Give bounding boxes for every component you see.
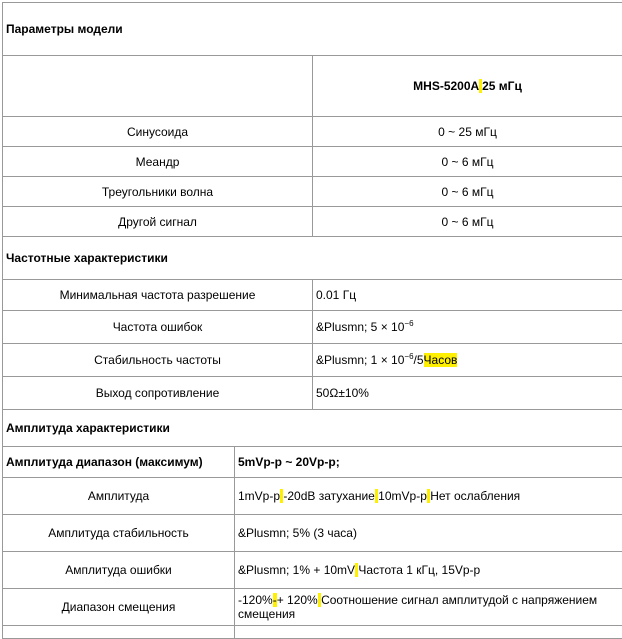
section-title-frequency: Частотные характеристики bbox=[3, 237, 622, 280]
value-text: &Plusmn; 1% + 10mV bbox=[238, 563, 355, 577]
amp-row-label: Амплитуда стабильность bbox=[3, 515, 235, 552]
freq-row-label: Стабильность частоты bbox=[3, 344, 313, 377]
amp-row-value bbox=[235, 589, 622, 626]
model-row-label: Синусоида bbox=[3, 117, 313, 147]
freq-row-value: 50Ω±10% bbox=[313, 377, 622, 410]
spec-table bbox=[2, 2, 622, 639]
value-text: Частота 1 кГц, 15Vp-p bbox=[358, 563, 480, 577]
freq-row-value bbox=[313, 311, 622, 344]
model-row-value: 0 ~ 25 мГц bbox=[313, 117, 622, 147]
value-text: &Plusmn; 5 × 10 bbox=[316, 320, 404, 334]
section-title-model: Параметры модели bbox=[3, 3, 622, 56]
header-model-cell bbox=[313, 56, 622, 117]
freq-row-label: Минимальная частота разрешение bbox=[3, 280, 313, 311]
freq-row-value: 0.01 Гц bbox=[313, 280, 622, 311]
highlighted-text: Часов bbox=[424, 353, 458, 367]
value-text: + 120% bbox=[277, 593, 318, 607]
value-text: Соотношение сигнал амплитудой с напряжением смещения bbox=[238, 593, 597, 621]
amp-row-label: Диапазон смещения bbox=[3, 589, 235, 626]
exponent: −6 bbox=[404, 319, 413, 328]
model-row-label: Треугольники волна bbox=[3, 177, 313, 207]
amp-row-value bbox=[235, 552, 622, 589]
amp-row-label: Амплитуда bbox=[3, 478, 235, 515]
amp-row-label: Амплитуда ошибки bbox=[3, 552, 235, 589]
freq-row-label: Выход сопротивление bbox=[3, 377, 313, 410]
header-freq: 25 мГц bbox=[482, 79, 522, 93]
exponent: −6 bbox=[404, 352, 413, 361]
header-model: MHS-5200A bbox=[413, 79, 479, 93]
highlighted-text: - bbox=[273, 593, 277, 607]
model-row-value: 0 ~ 6 мГц bbox=[313, 177, 622, 207]
value-text: -20dB затухание bbox=[283, 489, 374, 503]
model-row-value: 0 ~ 6 мГц bbox=[313, 147, 622, 177]
value-text: -120% bbox=[238, 593, 273, 607]
empty-cell bbox=[235, 626, 622, 639]
empty-cell bbox=[3, 626, 235, 639]
amplitude-range-label: Амплитуда диапазон (максимум) bbox=[3, 447, 235, 478]
model-row-label: Другой сигнал bbox=[3, 207, 313, 237]
value-text: &Plusmn; 1 × 10 bbox=[316, 353, 404, 367]
value-text: &Plusmn; 5% (3 часа) bbox=[238, 526, 357, 540]
amplitude-range-value: 5mVp-p ~ 20Vp-p; bbox=[235, 447, 622, 478]
value-text: 10mVp-p bbox=[378, 489, 427, 503]
section-title-amplitude: Амплитуда характеристики bbox=[3, 410, 622, 447]
freq-row-label: Частота ошибок bbox=[3, 311, 313, 344]
value-text: /5 bbox=[414, 353, 424, 367]
freq-row-value bbox=[313, 344, 622, 377]
model-row-label: Меандр bbox=[3, 147, 313, 177]
value-text: Нет ослабления bbox=[430, 489, 520, 503]
model-row-value: 0 ~ 6 мГц bbox=[313, 207, 622, 237]
header-empty-cell bbox=[3, 56, 313, 117]
value-text: 1mVp-p bbox=[238, 489, 280, 503]
amp-row-value bbox=[235, 478, 622, 515]
amp-row-value bbox=[235, 515, 622, 552]
